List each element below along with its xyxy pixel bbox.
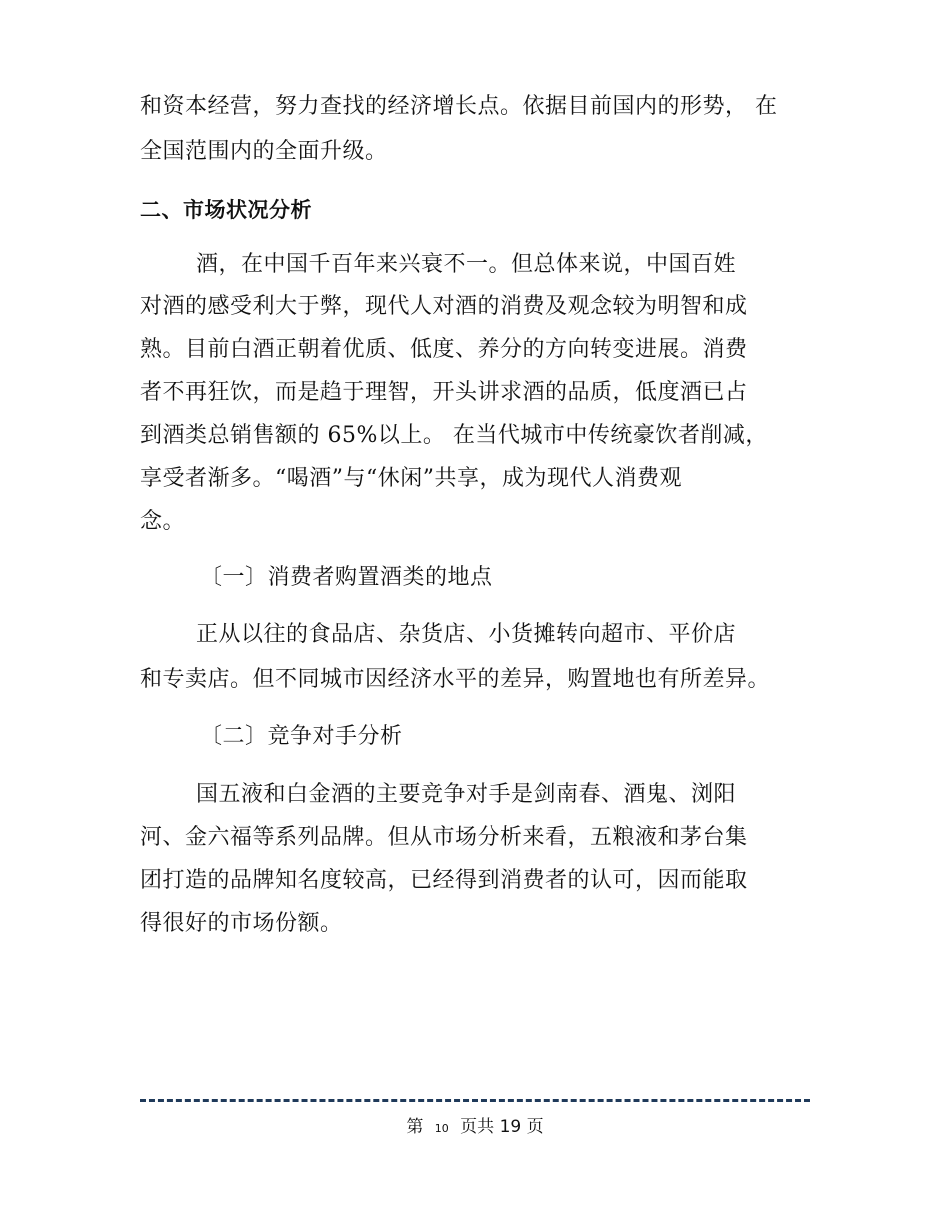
footer-divider: [140, 1099, 810, 1102]
paragraph-line: 全国范围内的全面升级。: [140, 139, 388, 164]
paragraph-line: 者不再狂饮，而是趋于理智，开头讲求酒的品质，低度酒已占: [140, 380, 748, 405]
footer-suffix: 页共 19 页: [460, 1117, 544, 1137]
subsection-heading: 〔一〕消费者购置酒类的地点: [200, 565, 493, 590]
paragraph-line: 熟。目前白酒正朝着优质、低度、养分的方向转变进展。消费: [140, 337, 748, 362]
paragraph-line: 国五液和白金酒的主要竞争对手是剑南春、酒鬼、浏阳: [196, 782, 737, 807]
paragraph-line: 享受者渐多。“喝酒”与“休闲”共享，成为现代人消费观: [140, 466, 682, 491]
subsection-heading: 〔二〕竞争对手分析: [200, 724, 403, 749]
paragraph-line: 酒，在中国千百年来兴衰不一。但总体来说，中国百姓: [196, 252, 737, 277]
section-heading: 二、市场状况分析: [140, 198, 312, 222]
paragraph-line: 团打造的品牌知名度较高，已经得到消费者的认可，因而能取: [140, 868, 748, 893]
footer-page-number: 10: [434, 1122, 449, 1135]
paragraph-line: 正从以往的食品店、杂货店、小货摊转向超市、平价店: [196, 622, 737, 647]
paragraph-line: 河、金六福等系列品牌。但从市场分析来看，五粮液和茅台集: [140, 825, 748, 850]
paragraph-line: 得很好的市场份额。: [140, 911, 343, 936]
paragraph-line: 对酒的感受利大于弊，现代人对酒的消费及观念较为明智和成: [140, 294, 748, 319]
paragraph-line: 和专卖店。但不同城市因经济水平的差异，购置地也有所差异。: [140, 667, 771, 692]
page-footer: [0, 1112, 950, 1137]
paragraph-line: 和资本经营，努力查找的经济增长点。依据目前国内的形势， 在: [140, 94, 778, 119]
paragraph-line: 念。: [140, 509, 186, 534]
paragraph-line: 到酒类总销售额的 65%以上。 在当代城市中传统豪饮者削减，: [140, 423, 768, 448]
footer-prefix: 第: [406, 1117, 424, 1137]
